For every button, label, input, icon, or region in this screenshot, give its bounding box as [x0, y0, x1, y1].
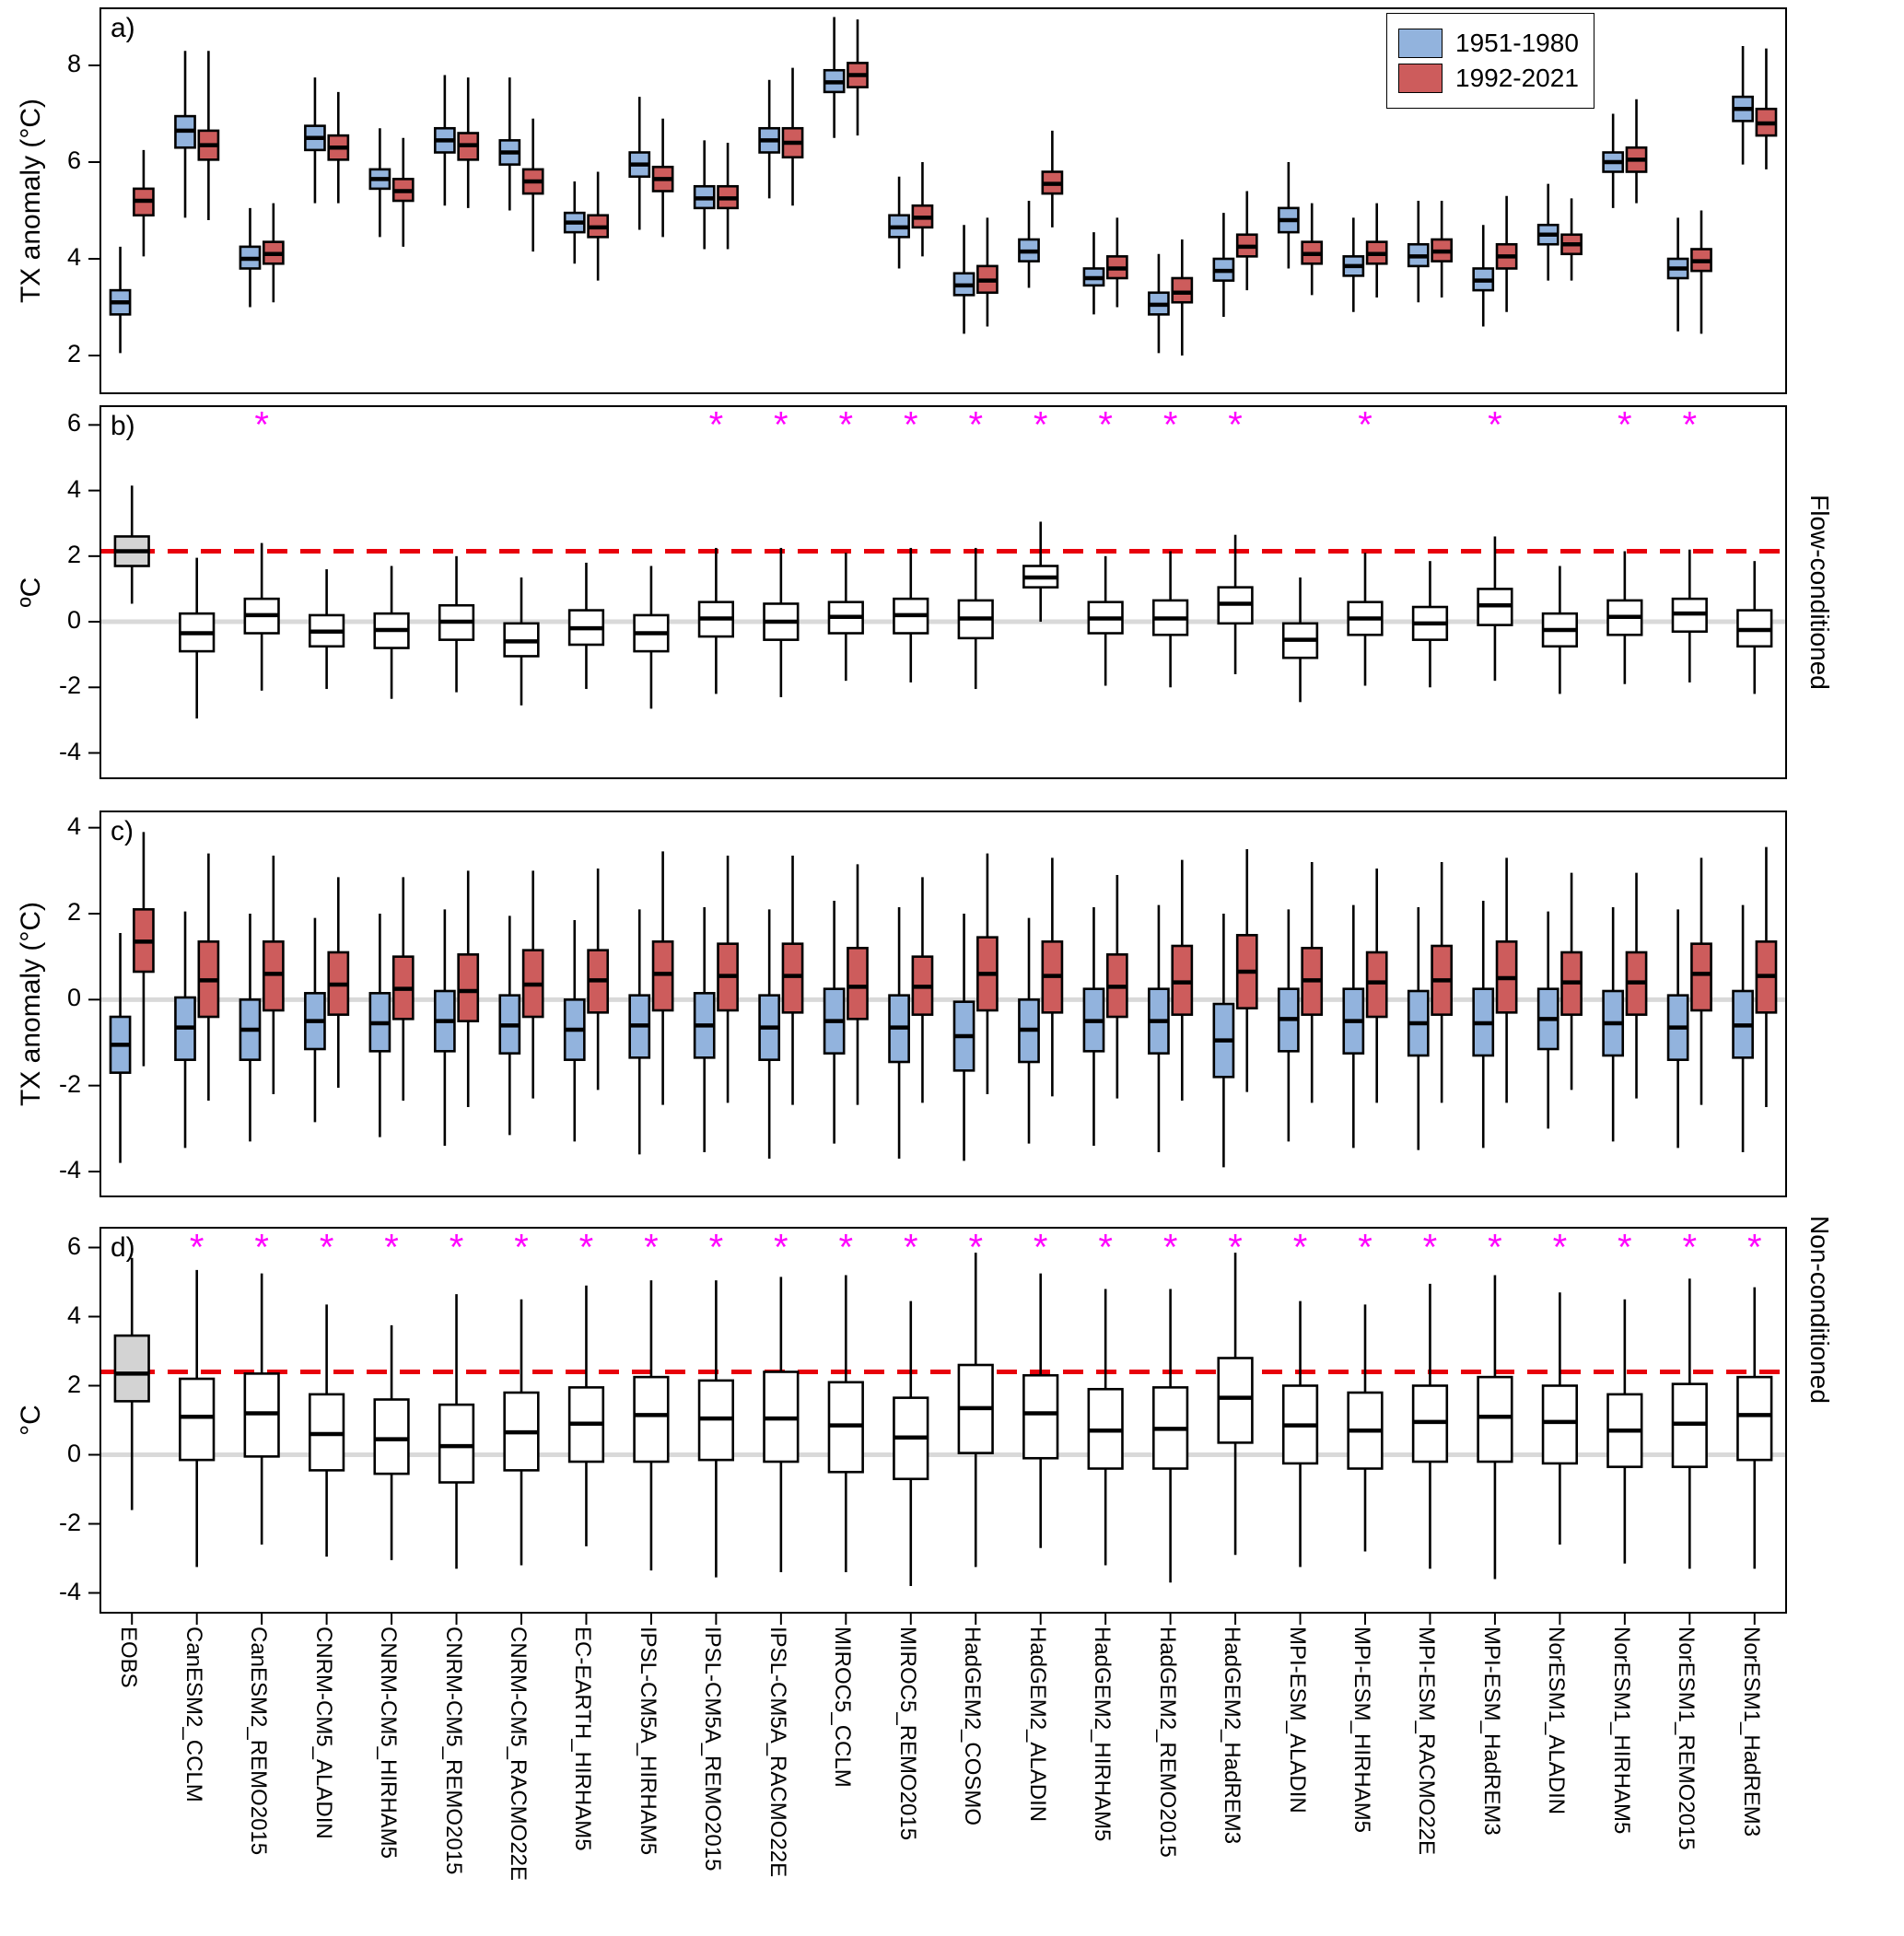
x-tick-label: HadGEM2_ALADIN — [1024, 1627, 1050, 1823]
box-plot — [199, 51, 218, 220]
y-tick-label: -4 — [58, 737, 81, 765]
panel-c-label: c) — [111, 816, 134, 846]
box-plot — [435, 76, 454, 206]
significance-marker: * — [1682, 1227, 1698, 1268]
significance-marker: * — [1618, 1227, 1632, 1268]
box-plot — [565, 181, 584, 263]
box-plot — [699, 1280, 733, 1578]
x-tick-label: CNRM-CM5_ALADIN — [310, 1627, 336, 1839]
x-tick-label: IPSL-CM5A_HIRHAM5 — [635, 1627, 660, 1856]
box-plot — [1497, 857, 1516, 1102]
y-tick-label: 6 — [66, 409, 81, 437]
box-plot — [1757, 847, 1776, 1107]
significance-marker: * — [1098, 1227, 1113, 1268]
box-plot — [653, 119, 672, 238]
x-tick-label: NorESM1_REMO2015 — [1674, 1627, 1700, 1850]
box-plot — [1173, 860, 1192, 1101]
significance-marker: * — [774, 1227, 788, 1268]
box-plot — [240, 208, 260, 308]
box-plot — [1543, 566, 1577, 694]
box-plot — [1561, 198, 1581, 280]
box-plot — [783, 68, 802, 206]
x-tick-label: CNRM-CM5_REMO2015 — [440, 1627, 466, 1875]
significance-marker: * — [1228, 404, 1243, 446]
box-plot — [847, 864, 867, 1104]
box-plot — [589, 172, 608, 281]
box-plot — [370, 128, 390, 237]
box-plot — [1149, 905, 1168, 1152]
x-tick-label: MPI-ESM_HadREM3 — [1478, 1627, 1504, 1836]
box-plot — [375, 566, 409, 699]
box-plot — [393, 138, 413, 247]
box-plot — [1413, 1284, 1447, 1569]
box-plot — [718, 856, 737, 1102]
significance-marker: * — [1292, 1227, 1308, 1268]
box-plot — [1019, 201, 1038, 288]
box-plot — [263, 856, 283, 1094]
box-plot — [1413, 561, 1447, 687]
box-plot — [1734, 905, 1753, 1152]
y-tick-label: -4 — [58, 1577, 81, 1605]
box-plot — [783, 856, 802, 1105]
side-label-non-conditioned: Non-conditioned — [1805, 1216, 1834, 1404]
box-plot — [1497, 196, 1516, 312]
box-plot — [134, 832, 153, 1066]
significance-marker: * — [903, 404, 918, 446]
x-tick-label: CNRM-CM5_HIRHAM5 — [376, 1627, 402, 1860]
y-tick-label: 4 — [66, 243, 81, 271]
box-plot — [1691, 857, 1711, 1104]
box-plot — [1344, 905, 1363, 1149]
box-plot — [1023, 521, 1057, 622]
box-plot — [890, 177, 909, 269]
y-tick-label: 2 — [66, 1370, 81, 1398]
box-plot — [310, 1304, 344, 1557]
box-plot — [115, 1258, 149, 1510]
box-plot — [1107, 217, 1127, 307]
x-tick-label: HadGEM2_COSMO — [960, 1627, 986, 1826]
box-plot — [1214, 213, 1233, 317]
significance-marker: * — [1488, 1227, 1502, 1268]
box-plot — [1214, 914, 1233, 1167]
box-plot — [1153, 1289, 1187, 1583]
box-plot — [1538, 912, 1558, 1129]
box-plot — [1043, 131, 1062, 227]
box-plot — [1627, 873, 1646, 1099]
significance-marker: * — [1228, 1227, 1243, 1268]
box-plot — [894, 548, 928, 682]
box-plot — [1474, 225, 1493, 326]
box-plot — [1538, 184, 1558, 281]
box-plot — [1408, 907, 1428, 1150]
box-plot — [954, 914, 974, 1160]
box-plot — [1367, 869, 1386, 1102]
box-plot — [1608, 1300, 1642, 1564]
box-plot — [1089, 1289, 1123, 1566]
x-tick-label: CanESM2_REMO2015 — [246, 1627, 272, 1856]
box-plot — [977, 217, 997, 326]
box-plot — [1734, 46, 1753, 165]
y-tick-label: 4 — [66, 474, 81, 503]
y-tick-label: -2 — [58, 671, 81, 700]
significance-marker: * — [319, 1227, 334, 1268]
box-plot — [1668, 909, 1688, 1148]
box-plot — [630, 97, 649, 229]
box-plot — [1283, 577, 1317, 702]
x-tick-label: MIROC5_CCLM — [830, 1627, 856, 1788]
x-tick-label: CNRM-CM5_RACMO22E — [506, 1627, 531, 1882]
significance-marker: * — [968, 404, 984, 446]
box-plot — [1302, 862, 1322, 1102]
y-tick-label: 6 — [66, 1231, 81, 1260]
box-plot — [630, 909, 649, 1154]
box-plot — [954, 225, 974, 333]
box-plot — [134, 150, 153, 257]
box-plot — [500, 77, 520, 210]
box-plot — [1349, 553, 1383, 685]
significance-marker: * — [838, 1227, 854, 1268]
box-plot — [1673, 1278, 1707, 1569]
box-plot — [505, 577, 539, 706]
significance-marker: * — [644, 1227, 659, 1268]
panel-a-label: a) — [111, 13, 135, 43]
significance-marker: * — [1618, 404, 1632, 446]
box-plot — [959, 548, 993, 689]
significance-marker: * — [1033, 404, 1048, 446]
x-tick-label: MIROC5_REMO2015 — [894, 1627, 920, 1841]
box-plot — [1173, 239, 1192, 356]
significance-marker: * — [254, 404, 269, 446]
box-plot — [1237, 849, 1256, 1092]
box-plot — [1367, 204, 1386, 297]
y-tick-label: 0 — [66, 1439, 81, 1467]
box-plot — [1737, 561, 1771, 694]
box-plot — [894, 1301, 928, 1586]
significance-marker: * — [189, 1227, 204, 1268]
box-plot — [699, 548, 733, 694]
significance-marker: * — [254, 1227, 269, 1268]
x-tick-label: NorESM1_HIRHAM5 — [1608, 1627, 1634, 1835]
box-plot — [111, 247, 130, 354]
box-plot — [305, 77, 324, 204]
x-tick-label: NorESM1_ALADIN — [1544, 1627, 1570, 1815]
box-plot — [1478, 536, 1513, 681]
box-plot — [115, 485, 149, 603]
box-plot — [1432, 201, 1452, 297]
significance-marker: * — [1552, 1227, 1568, 1268]
box-plot — [505, 1300, 539, 1566]
x-tick-label: MPI-ESM_HIRHAM5 — [1349, 1627, 1374, 1834]
box-plot — [1302, 204, 1322, 296]
panel-a-y-axis-title: TX anomaly (°C) — [16, 98, 46, 304]
box-plot — [199, 854, 218, 1101]
box-plot — [959, 1253, 993, 1567]
box-plot — [305, 918, 324, 1123]
box-plot — [695, 907, 714, 1152]
side-label-flow-conditioned: Flow-conditioned — [1805, 495, 1834, 690]
significance-marker: * — [1098, 404, 1113, 446]
box-plot — [565, 920, 584, 1141]
panel-b-y-axis-title: ºC — [16, 577, 46, 608]
box-plot — [240, 914, 260, 1141]
box-plot — [523, 870, 543, 1098]
significance-marker: * — [774, 404, 788, 446]
box-plot — [847, 19, 867, 135]
x-tick-label: NorESM1_HadREM3 — [1738, 1627, 1764, 1837]
significance-marker: * — [1358, 1227, 1373, 1268]
box-plot — [1149, 254, 1168, 354]
box-plot — [1604, 114, 1623, 208]
x-tick-label: HadGEM2_HadREM3 — [1220, 1627, 1245, 1845]
box-plot — [180, 558, 214, 719]
box-plot — [1757, 49, 1776, 169]
box-plot — [393, 877, 413, 1101]
significance-marker: * — [708, 404, 724, 446]
significance-marker: * — [903, 1227, 918, 1268]
box-plot — [1023, 1274, 1057, 1548]
box-plot — [913, 162, 932, 256]
box-plot — [245, 1274, 279, 1545]
y-tick-label: -2 — [58, 1508, 81, 1536]
significance-marker: * — [578, 1227, 594, 1268]
box-plot — [375, 1325, 409, 1560]
box-plot — [180, 1270, 214, 1568]
box-plot — [1478, 1276, 1513, 1580]
y-tick-label: -4 — [58, 1156, 81, 1184]
x-tick-label: CanESM2_CCLM — [181, 1627, 206, 1802]
box-plot — [1543, 1292, 1577, 1545]
significance-marker: * — [708, 1227, 724, 1268]
box-plot — [1608, 551, 1642, 683]
significance-marker: * — [514, 1227, 529, 1268]
significance-marker: * — [449, 1227, 464, 1268]
y-tick-label: 4 — [66, 811, 81, 840]
box-plot — [1432, 862, 1452, 1102]
box-plot — [913, 877, 932, 1102]
x-tick-label: EC-EARTH_HIRHAM5 — [570, 1627, 596, 1851]
x-tick-label: MPI-ESM_RACMO22E — [1414, 1627, 1440, 1856]
box-plot — [760, 80, 779, 199]
y-tick-label: 0 — [66, 606, 81, 635]
y-tick-label: 8 — [66, 50, 81, 77]
box-plot — [1408, 201, 1428, 302]
significance-marker: * — [1682, 404, 1698, 446]
box-plot — [1279, 162, 1298, 269]
box-plot — [765, 1277, 799, 1572]
box-plot — [718, 143, 737, 250]
box-plot — [459, 870, 478, 1107]
panel-c-y-axis-title: TX anomaly (°C) — [16, 901, 46, 1107]
box-plot — [175, 51, 194, 217]
box-plot — [523, 119, 543, 251]
y-tick-label: 2 — [66, 540, 81, 568]
box-plot — [635, 566, 669, 709]
significance-marker: * — [1746, 1227, 1762, 1268]
box-plot — [1019, 918, 1038, 1144]
legend-label-period1: 1951-1980 — [1455, 29, 1579, 57]
box-plot — [1283, 1301, 1317, 1568]
box-plot — [829, 1276, 863, 1573]
box-plot — [1604, 907, 1623, 1141]
box-plot — [1668, 217, 1688, 331]
y-tick-label: 0 — [66, 984, 81, 1012]
y-tick-label: 2 — [66, 340, 81, 367]
box-plot — [1107, 875, 1127, 1099]
box-plot — [1237, 192, 1256, 291]
x-tick-label: EOBS — [116, 1627, 142, 1688]
panel-d-label: d) — [111, 1232, 135, 1263]
box-plot — [1089, 556, 1123, 686]
box-plot — [435, 909, 454, 1146]
box-plot — [569, 1286, 603, 1546]
y-tick-label: -2 — [58, 1069, 81, 1098]
box-plot — [1344, 217, 1363, 311]
significance-marker: * — [968, 1227, 984, 1268]
box-plot — [329, 877, 348, 1088]
box-plot — [1691, 211, 1711, 334]
y-tick-label: 6 — [66, 146, 81, 174]
box-plot — [1737, 1288, 1771, 1569]
box-plot — [439, 1294, 473, 1569]
box-plot — [1349, 1304, 1383, 1551]
x-tick-label: HadGEM2_HIRHAM5 — [1090, 1627, 1116, 1842]
significance-marker: * — [1033, 1227, 1048, 1268]
box-plot — [111, 933, 130, 1163]
box-plot — [500, 916, 520, 1135]
x-tick-label: IPSL-CM5A_REMO2015 — [700, 1627, 726, 1872]
box-plot — [977, 854, 997, 1094]
box-plot — [1084, 232, 1104, 314]
significance-marker: * — [1162, 404, 1178, 446]
box-plot — [370, 914, 390, 1137]
box-plot — [1043, 857, 1062, 1096]
y-tick-label: 2 — [66, 898, 81, 926]
box-plot — [329, 92, 348, 204]
significance-marker: * — [384, 1227, 399, 1268]
significance-marker: * — [1358, 404, 1373, 446]
box-plot — [1153, 551, 1187, 687]
box-plot — [1474, 901, 1493, 1148]
panel-d-y-axis-title: °C — [16, 1405, 46, 1436]
box-plot — [1219, 535, 1253, 674]
y-tick-label: 4 — [66, 1300, 81, 1329]
significance-marker: * — [1422, 1227, 1438, 1268]
x-tick-label: HadGEM2_REMO2015 — [1154, 1627, 1180, 1858]
box-plot — [829, 553, 863, 681]
box-plot — [1084, 907, 1104, 1146]
panel-b-label: b) — [111, 411, 135, 441]
significance-marker: * — [838, 404, 854, 446]
significance-marker: * — [1488, 404, 1502, 446]
box-plot — [310, 569, 344, 689]
significance-marker: * — [1162, 1227, 1178, 1268]
box-plot — [263, 204, 283, 303]
box-plot — [439, 556, 473, 693]
box-plot — [1673, 550, 1707, 682]
box-plot — [760, 909, 779, 1159]
box-plot — [890, 907, 909, 1159]
box-plot — [569, 563, 603, 689]
x-tick-label: IPSL-CM5A_RACMO22E — [765, 1627, 790, 1878]
box-plot — [1279, 909, 1298, 1141]
box-plot — [765, 548, 799, 697]
box-plot — [1219, 1253, 1253, 1555]
x-tick-label: MPI-ESM_ALADIN — [1284, 1627, 1310, 1814]
box-plot — [824, 901, 844, 1144]
box-plot — [245, 543, 279, 691]
box-plot — [459, 77, 478, 208]
box-plot — [695, 140, 714, 249]
box-plot — [635, 1280, 669, 1570]
box-plot — [589, 869, 608, 1090]
box-plot — [824, 17, 844, 138]
box-plot — [175, 912, 194, 1149]
box-plot — [653, 851, 672, 1104]
box-plot — [1627, 99, 1646, 204]
box-plot — [1561, 873, 1581, 1090]
legend-label-period2: 1992-2021 — [1455, 64, 1579, 92]
